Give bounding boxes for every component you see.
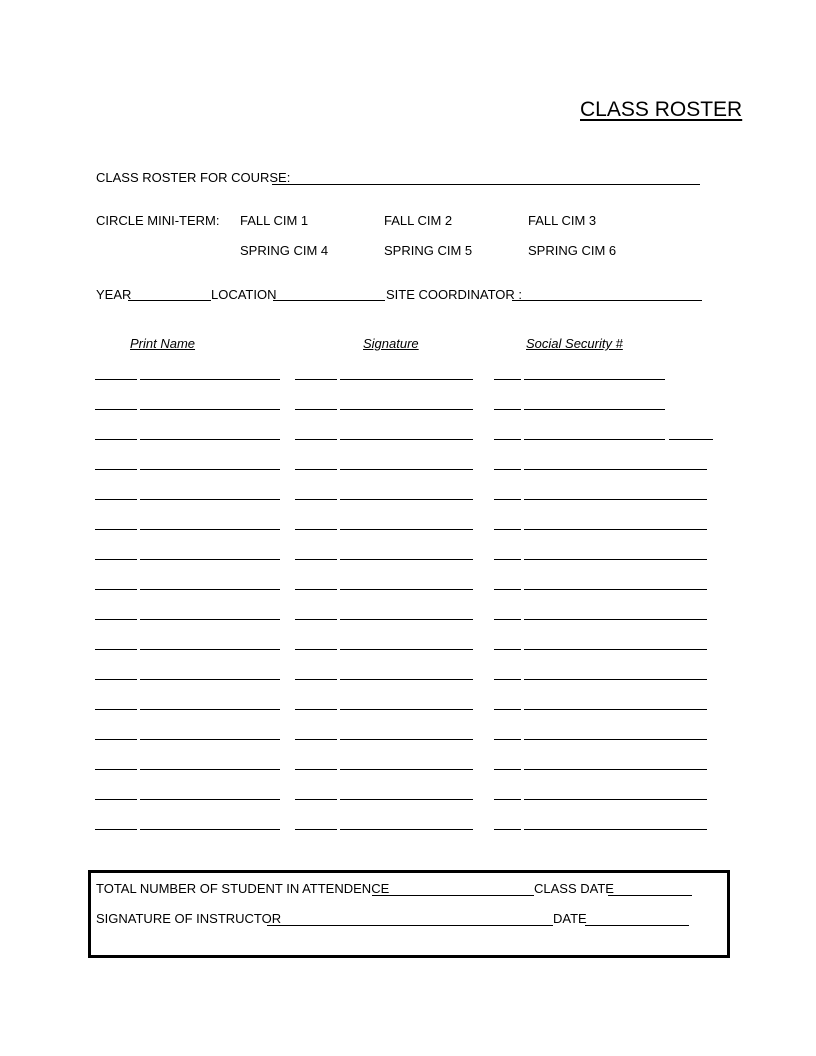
ssn-field[interactable] (524, 439, 665, 440)
ssn-prefix-field[interactable] (494, 709, 521, 710)
print-name-initial-field[interactable] (95, 709, 137, 710)
date-field[interactable] (585, 925, 689, 926)
total-attendance-label: TOTAL NUMBER OF STUDENT IN ATTENDENCE (96, 881, 390, 896)
ssn-field[interactable] (524, 619, 707, 620)
signature-field[interactable] (340, 829, 473, 830)
signature-field[interactable] (340, 379, 473, 380)
print-name-field[interactable] (140, 829, 280, 830)
ssn-field[interactable] (524, 499, 707, 500)
ssn-field[interactable] (524, 799, 707, 800)
print-name-initial-field[interactable] (95, 439, 137, 440)
mini-term-option-spring-cim-4[interactable]: SPRING CIM 4 (240, 243, 329, 258)
signature-initial-field[interactable] (295, 769, 337, 770)
instructor-signature-label: SIGNATURE OF INSTRUCTOR (96, 911, 282, 926)
signature-field[interactable] (340, 409, 473, 410)
mini-term-option-fall-cim-1[interactable]: FALL CIM 1 (240, 213, 309, 228)
signature-field[interactable] (340, 559, 473, 560)
ssn-prefix-field[interactable] (494, 559, 521, 560)
location-label: LOCATION (211, 287, 277, 302)
print-name-initial-field[interactable] (95, 529, 137, 530)
column-header-print-name: Print Name (130, 336, 196, 351)
signature-initial-field[interactable] (295, 649, 337, 650)
signature-field[interactable] (340, 619, 473, 620)
print-name-field[interactable] (140, 529, 280, 530)
print-name-initial-field[interactable] (95, 589, 137, 590)
signature-initial-field[interactable] (295, 679, 337, 680)
ssn-extra-field[interactable] (669, 439, 713, 440)
signature-field[interactable] (340, 529, 473, 530)
ssn-field[interactable] (524, 829, 707, 830)
signature-initial-field[interactable] (295, 409, 337, 410)
mini-term-label: CIRCLE MINI-TERM: (96, 213, 220, 228)
signature-field[interactable] (340, 589, 473, 590)
print-name-initial-field[interactable] (95, 499, 137, 500)
print-name-field[interactable] (140, 499, 280, 500)
print-name-initial-field[interactable] (95, 379, 137, 380)
signature-initial-field[interactable] (295, 379, 337, 380)
class-date-field[interactable] (608, 895, 692, 896)
print-name-field[interactable] (140, 739, 280, 740)
ssn-field[interactable] (524, 769, 707, 770)
ssn-field[interactable] (524, 409, 665, 410)
signature-initial-field[interactable] (295, 709, 337, 710)
print-name-initial-field[interactable] (95, 409, 137, 410)
print-name-field[interactable] (140, 679, 280, 680)
signature-initial-field[interactable] (295, 739, 337, 740)
print-name-initial-field[interactable] (95, 679, 137, 680)
ssn-field[interactable] (524, 649, 707, 650)
print-name-initial-field[interactable] (95, 469, 137, 470)
ssn-field[interactable] (524, 679, 707, 680)
print-name-field[interactable] (140, 589, 280, 590)
print-name-field[interactable] (140, 649, 280, 650)
print-name-initial-field[interactable] (95, 559, 137, 560)
print-name-field[interactable] (140, 469, 280, 470)
ssn-prefix-field[interactable] (494, 829, 521, 830)
ssn-prefix-field[interactable] (494, 439, 521, 440)
signature-initial-field[interactable] (295, 469, 337, 470)
column-header-signature: Signature (363, 336, 419, 351)
print-name-initial-field[interactable] (95, 769, 137, 770)
column-header-social-security: Social Security # (526, 336, 623, 351)
ssn-prefix-field[interactable] (494, 589, 521, 590)
ssn-field[interactable] (524, 469, 707, 470)
signature-field[interactable] (340, 499, 473, 500)
ssn-prefix-field[interactable] (494, 529, 521, 530)
mini-term-option-fall-cim-3[interactable]: FALL CIM 3 (528, 213, 597, 228)
ssn-field[interactable] (524, 379, 665, 380)
mini-term-option-spring-cim-6[interactable]: SPRING CIM 6 (528, 243, 617, 258)
print-name-field[interactable] (140, 769, 280, 770)
course-label: CLASS ROSTER FOR COURSE: (96, 170, 291, 185)
ssn-field[interactable] (524, 589, 707, 590)
ssn-prefix-field[interactable] (494, 469, 521, 470)
signature-field[interactable] (340, 439, 473, 440)
ssn-field[interactable] (524, 529, 707, 530)
signature-field[interactable] (340, 679, 473, 680)
signature-field[interactable] (340, 469, 473, 470)
signature-initial-field[interactable] (295, 559, 337, 560)
ssn-prefix-field[interactable] (494, 499, 521, 500)
ssn-prefix-field[interactable] (494, 409, 521, 410)
ssn-field[interactable] (524, 559, 707, 560)
signature-initial-field[interactable] (295, 439, 337, 440)
print-name-field[interactable] (140, 559, 280, 560)
instructor-signature-field[interactable] (267, 925, 553, 926)
ssn-prefix-field[interactable] (494, 679, 521, 680)
print-name-field[interactable] (140, 439, 280, 440)
print-name-initial-field[interactable] (95, 739, 137, 740)
ssn-prefix-field[interactable] (494, 769, 521, 770)
print-name-field[interactable] (140, 379, 280, 380)
ssn-field[interactable] (524, 709, 707, 710)
signature-initial-field[interactable] (295, 589, 337, 590)
signature-field[interactable] (340, 739, 473, 740)
page-title: CLASS ROSTER (580, 98, 743, 121)
mini-term-option-spring-cim-5[interactable]: SPRING CIM 5 (384, 243, 473, 258)
signature-initial-field[interactable] (295, 619, 337, 620)
signature-initial-field[interactable] (295, 529, 337, 530)
signature-initial-field[interactable] (295, 499, 337, 500)
signature-field[interactable] (340, 709, 473, 710)
signature-initial-field[interactable] (295, 799, 337, 800)
signature-field[interactable] (340, 769, 473, 770)
year-label: YEAR (96, 287, 132, 302)
ssn-field[interactable] (524, 739, 707, 740)
total-attendance-field[interactable] (372, 895, 534, 896)
signature-field[interactable] (340, 649, 473, 650)
class-date-label: CLASS DATE (534, 881, 614, 896)
ssn-prefix-field[interactable] (494, 799, 521, 800)
print-name-initial-field[interactable] (95, 619, 137, 620)
print-name-field[interactable] (140, 799, 280, 800)
print-name-field[interactable] (140, 619, 280, 620)
ssn-prefix-field[interactable] (494, 619, 521, 620)
print-name-initial-field[interactable] (95, 649, 137, 650)
print-name-initial-field[interactable] (95, 829, 137, 830)
print-name-field[interactable] (140, 409, 280, 410)
site-coordinator-label: SITE COORDINATOR : (386, 287, 523, 302)
mini-term-option-fall-cim-2[interactable]: FALL CIM 2 (384, 213, 453, 228)
print-name-initial-field[interactable] (95, 799, 137, 800)
print-name-field[interactable] (140, 709, 280, 710)
ssn-prefix-field[interactable] (494, 379, 521, 380)
date-label: DATE (553, 911, 587, 926)
ssn-prefix-field[interactable] (494, 649, 521, 650)
ssn-prefix-field[interactable] (494, 739, 521, 740)
signature-initial-field[interactable] (295, 829, 337, 830)
signature-field[interactable] (340, 799, 473, 800)
